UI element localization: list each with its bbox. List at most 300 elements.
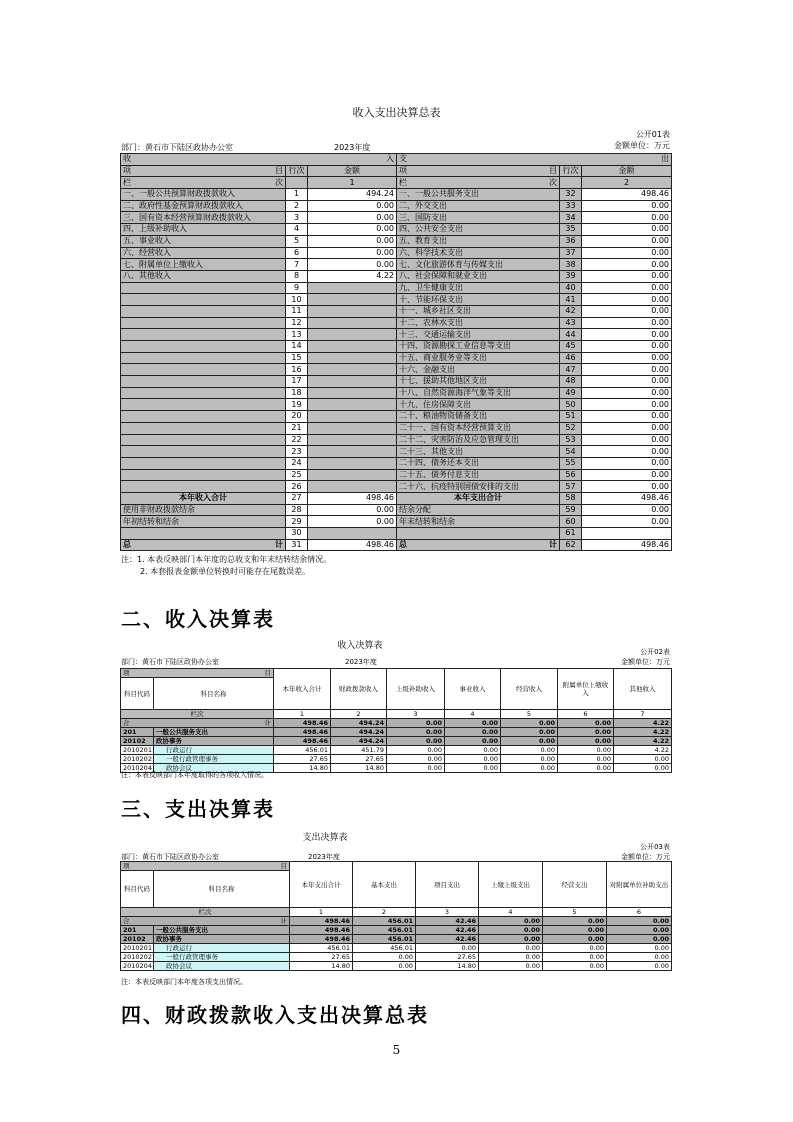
income-item [121, 305, 286, 317]
expense-item: 二十六、抗疫特别国债安排的支出 [397, 481, 560, 493]
income-name: 行政运行 [154, 746, 274, 755]
income-seq: 22 [286, 434, 308, 446]
expense-seq: 48 [560, 376, 582, 388]
income-value: 0.00 [501, 764, 558, 773]
expense-note: 注：本表反映部门本年度各项支出情况。 [121, 978, 247, 986]
item-header-left: 项 目 [121, 165, 286, 177]
income-value: 0.00 [614, 755, 672, 764]
expense-value: 0.00 [607, 926, 672, 935]
income-name: 一般行政管理事务 [154, 755, 274, 764]
expense-seq: 36 [560, 235, 582, 247]
expense-name: 政协事务 [154, 935, 290, 944]
income-amount [308, 457, 397, 469]
expense-total-value: 0.00 [479, 917, 543, 926]
expense-amount: 0.00 [582, 235, 672, 247]
expense-col-superior: 上缴上级支出 [479, 862, 543, 908]
income-col-num: 4 [445, 710, 501, 719]
page-number: 5 [392, 1043, 401, 1057]
expense-item: 十五、商业服务业等支出 [397, 352, 560, 364]
income-value: 0.00 [558, 728, 614, 737]
expense-item: 六、科学技术支出 [397, 247, 560, 259]
expense-col-num: 1 [290, 908, 353, 917]
income-item: 六、经营收入 [121, 247, 286, 259]
expense-value: 0.00 [416, 944, 479, 953]
expense-item: 结余分配 [397, 504, 560, 516]
expense-amount: 0.00 [582, 200, 672, 212]
expense-code: 2010201 [121, 944, 154, 953]
income-total-value: 0.00 [445, 719, 501, 728]
expense-value: 27.65 [290, 953, 353, 962]
income-amount [308, 469, 397, 481]
income-total-value: 0.00 [501, 719, 558, 728]
income-value: 494.24 [331, 728, 387, 737]
income-code: 2010201 [121, 746, 154, 755]
expense-seq: 37 [560, 247, 582, 259]
income-value: 0.00 [445, 746, 501, 755]
income-item [121, 317, 286, 329]
expense-seq: 57 [560, 481, 582, 493]
expense-row [121, 944, 672, 953]
expense-name: 一般公共服务支出 [154, 926, 290, 935]
income-value: 0.00 [558, 764, 614, 773]
summary-row [121, 224, 672, 236]
income-value: 0.00 [501, 755, 558, 764]
income-col-operating: 经营收入 [501, 669, 558, 710]
income-seq: 8 [286, 270, 308, 282]
income-value: 0.00 [558, 755, 614, 764]
income-value: 498.46 [274, 737, 331, 746]
income-item-header: 项 目 [121, 669, 274, 678]
income-item [121, 364, 286, 376]
expense-item: 四、公共安全支出 [397, 224, 560, 236]
income-seq: 5 [286, 235, 308, 247]
income-value: 0.00 [558, 737, 614, 746]
income-seq: 26 [286, 481, 308, 493]
income-value: 4.22 [614, 728, 672, 737]
expense-value: 0.00 [607, 935, 672, 944]
summary-row [121, 235, 672, 247]
expense-value: 0.00 [607, 962, 672, 971]
expense-col-row-label: 栏次 [121, 908, 290, 917]
expense-amount: 0.00 [582, 259, 672, 271]
expense-code-header: 科目代码 [121, 871, 154, 908]
summary-table [120, 153, 672, 551]
income-item [121, 341, 286, 353]
income-item: 二、政府性基金预算财政拨款收入 [121, 200, 286, 212]
income-seq: 9 [286, 282, 308, 294]
summary-table-title: 收入支出决算总表 [352, 106, 441, 119]
expense-table [120, 861, 672, 971]
expense-amount: 498.46 [582, 492, 672, 504]
expense-amount: 0.00 [582, 457, 672, 469]
expense-value: 0.00 [479, 962, 543, 971]
expense-item: 二十、粮油物资储备支出 [397, 411, 560, 423]
income-seq: 21 [286, 422, 308, 434]
income-amount [308, 411, 397, 423]
summary-unit: 金额单位：万元 [614, 141, 670, 150]
expense-item: 十四、资源勘探工业信息等支出 [397, 341, 560, 353]
expense-seq: 47 [560, 364, 582, 376]
income-seq: 15 [286, 352, 308, 364]
section2-heading: 二、收入决算表 [121, 607, 275, 631]
income-item [121, 376, 286, 388]
expense-value: 498.46 [290, 926, 353, 935]
summary-row [121, 305, 672, 317]
income-value: 0.00 [387, 746, 445, 755]
expense-item [397, 528, 560, 540]
expense-amount: 0.00 [582, 364, 672, 376]
income-value: 0.00 [445, 728, 501, 737]
income-item [121, 446, 286, 458]
income-value: 0.00 [387, 728, 445, 737]
income-amount [308, 481, 397, 493]
expense-value: 0.00 [543, 926, 607, 935]
income-value: 0.00 [501, 728, 558, 737]
income-total-label: 合 计 [121, 719, 274, 728]
item-header-right: 项 目 [397, 165, 560, 177]
expense-col-operating: 经营支出 [543, 862, 607, 908]
expense-amount: 0.00 [582, 422, 672, 434]
income-value: 0.00 [558, 746, 614, 755]
summary-row [121, 329, 672, 341]
income-code-header: 科目代码 [121, 678, 154, 710]
income-item: 年初结转和结余 [121, 516, 286, 528]
expense-value: 42.46 [416, 926, 479, 935]
expense-seq: 45 [560, 341, 582, 353]
income-name-header: 科目名称 [154, 678, 274, 710]
expense-amount: 0.00 [582, 247, 672, 259]
income-form-no: 公开02表 [640, 648, 670, 656]
expense-item: 十二、农林水支出 [397, 317, 560, 329]
income-item: 四、上级补助收入 [121, 224, 286, 236]
expense-seq: 35 [560, 224, 582, 236]
income-col-affiliated: 附属单位上缴收入 [558, 669, 614, 710]
seq-header-right: 行次 [560, 165, 582, 177]
income-amount: 4.22 [308, 270, 397, 282]
income-col-num: 7 [614, 710, 672, 719]
expense-item: 二十五、债务付息支出 [397, 469, 560, 481]
expense-item: 九、卫生健康支出 [397, 282, 560, 294]
expense-seq: 58 [560, 492, 582, 504]
expense-amount: 0.00 [582, 294, 672, 306]
income-code: 20102 [121, 737, 154, 746]
income-value: 27.65 [274, 755, 331, 764]
income-amount [308, 364, 397, 376]
expense-seq: 34 [560, 212, 582, 224]
income-table [120, 668, 672, 773]
expense-seq: 44 [560, 329, 582, 341]
expense-col-num: 5 [543, 908, 607, 917]
expense-amount: 0.00 [582, 434, 672, 446]
income-total-value: 498.46 [274, 719, 331, 728]
expense-item: 本年支出合计 [397, 492, 560, 504]
income-amount [308, 341, 397, 353]
summary-row [121, 189, 672, 201]
expense-amount: 0.00 [582, 387, 672, 399]
expense-value: 0.00 [543, 953, 607, 962]
expense-item: 二十一、国有资本经营预算支出 [397, 422, 560, 434]
expense-value: 0.00 [543, 935, 607, 944]
income-seq: 1 [286, 189, 308, 201]
expense-value: 456.01 [353, 944, 416, 953]
expense-item-header: 项 目 [121, 862, 290, 871]
income-dept: 部门：黄石市下陆区政协办公室 [121, 658, 219, 666]
income-col-business: 事业收入 [445, 669, 501, 710]
expense-amount: 0.00 [582, 481, 672, 493]
expense-seq: 54 [560, 446, 582, 458]
income-value: 4.22 [614, 746, 672, 755]
income-item [121, 387, 286, 399]
expense-total-value: 42.46 [416, 917, 479, 926]
expense-item: 十六、金融支出 [397, 364, 560, 376]
income-table-title: 收入决算表 [337, 641, 383, 651]
expense-total-value: 0.00 [607, 917, 672, 926]
income-item: 使用非财政拨款结余 [121, 504, 286, 516]
expense-code: 2010202 [121, 953, 154, 962]
summary-row [121, 399, 672, 411]
expense-item: 十三、交通运输支出 [397, 329, 560, 341]
grand-total-left: 总 计 [121, 539, 286, 551]
expense-name: 行政运行 [154, 944, 290, 953]
grand-total-right-amount: 498.46 [582, 539, 672, 551]
income-item [121, 329, 286, 341]
income-code: 2010204 [121, 764, 154, 773]
income-row [121, 728, 672, 737]
expense-item: 八、社会保障和就业支出 [397, 270, 560, 282]
income-amount [308, 376, 397, 388]
income-item: 八、其他收入 [121, 270, 286, 282]
expense-item: 二十三、其他支出 [397, 446, 560, 458]
income-row [121, 737, 672, 746]
income-item [121, 528, 286, 540]
expense-amount: 0.00 [582, 376, 672, 388]
income-col-row-label: 栏次 [121, 710, 274, 719]
income-seq: 13 [286, 329, 308, 341]
income-seq: 4 [286, 224, 308, 236]
income-seq: 28 [286, 504, 308, 516]
income-code: 2010202 [121, 755, 154, 764]
expense-amount: 0.00 [582, 352, 672, 364]
income-amount [308, 528, 397, 540]
expense-item: 十七、援助其他地区支出 [397, 376, 560, 388]
expense-seq: 60 [560, 516, 582, 528]
expense-amount: 498.46 [582, 189, 672, 201]
expense-value: 0.00 [353, 953, 416, 962]
expense-col-num: 2 [353, 908, 416, 917]
section4-heading: 四、财政拨款收入支出决算总表 [121, 1003, 429, 1027]
income-note: 注：本表反映部门本年度取得的各项收入情况。 [121, 771, 268, 779]
expense-item: 十九、住房保障支出 [397, 399, 560, 411]
income-amount: 0.00 [308, 235, 397, 247]
income-seq: 29 [286, 516, 308, 528]
expense-value: 0.00 [479, 944, 543, 953]
income-seq: 2 [286, 200, 308, 212]
expense-seq: 39 [560, 270, 582, 282]
summary-row [121, 259, 672, 271]
income-seq: 30 [286, 528, 308, 540]
expense-amount: 0.00 [582, 516, 672, 528]
income-item [121, 481, 286, 493]
expense-value: 498.46 [290, 935, 353, 944]
income-amount: 0.00 [308, 516, 397, 528]
expense-seq: 55 [560, 457, 582, 469]
income-year: 2023年度 [345, 658, 377, 666]
expense-item: 五、教育支出 [397, 235, 560, 247]
summary-row [121, 376, 672, 388]
income-seq: 12 [286, 317, 308, 329]
income-value: 0.00 [387, 755, 445, 764]
income-col-superior: 上级补助收入 [387, 669, 445, 710]
col-header-right: 栏 次 [397, 177, 560, 189]
income-item: 本年收入合计 [121, 492, 286, 504]
expense-amount: 0.00 [582, 341, 672, 353]
income-seq: 7 [286, 259, 308, 271]
income-total-value: 0.00 [387, 719, 445, 728]
income-amount: 0.00 [308, 212, 397, 224]
expense-amount: 0.00 [582, 411, 672, 423]
expense-col-basic: 基本支出 [353, 862, 416, 908]
income-value: 451.79 [331, 746, 387, 755]
summary-row [121, 516, 672, 528]
expense-item: 二、外交支出 [397, 200, 560, 212]
expense-amount: 0.00 [582, 317, 672, 329]
income-total-value: 0.00 [558, 719, 614, 728]
expense-amount: 0.00 [582, 399, 672, 411]
expense-seq: 59 [560, 504, 582, 516]
expense-item: 一、一般公共服务支出 [397, 189, 560, 201]
expense-total-value: 0.00 [543, 917, 607, 926]
summary-year: 2023年度 [334, 143, 371, 152]
summary-note-2: 2. 本套报表金额单位转换时可能存在尾数误差。 [140, 567, 311, 576]
expense-col-num: 6 [607, 908, 672, 917]
col-num-right: 2 [582, 177, 672, 189]
income-col-num: 3 [387, 710, 445, 719]
income-amount [308, 446, 397, 458]
summary-row [121, 200, 672, 212]
expense-header: 支 出 [397, 154, 672, 166]
income-seq: 6 [286, 247, 308, 259]
income-name: 政协事务 [154, 737, 274, 746]
col-header-left: 栏 次 [121, 177, 286, 189]
expense-value: 0.00 [607, 953, 672, 962]
income-amount [308, 294, 397, 306]
income-item [121, 411, 286, 423]
expense-item: 二十四、债务还本支出 [397, 457, 560, 469]
expense-item: 三、国防支出 [397, 212, 560, 224]
income-row [121, 755, 672, 764]
income-amount: 0.00 [308, 224, 397, 236]
summary-row [121, 528, 672, 540]
expense-seq: 32 [560, 189, 582, 201]
income-total-value: 4.22 [614, 719, 672, 728]
income-code: 201 [121, 728, 154, 737]
expense-row [121, 935, 672, 944]
summary-row [121, 247, 672, 259]
expense-amount: 0.00 [582, 469, 672, 481]
summary-row [121, 317, 672, 329]
expense-value: 0.00 [543, 962, 607, 971]
expense-col-num: 4 [479, 908, 543, 917]
income-amount [308, 422, 397, 434]
income-total-value: 494.24 [331, 719, 387, 728]
income-value: 4.22 [614, 737, 672, 746]
expense-code: 2010204 [121, 962, 154, 971]
amount-header-right: 金额 [582, 165, 672, 177]
income-amount [308, 329, 397, 341]
expense-value: 0.00 [479, 926, 543, 935]
income-value: 0.00 [501, 746, 558, 755]
summary-row [121, 492, 672, 504]
summary-row [121, 212, 672, 224]
summary-row [121, 457, 672, 469]
seq-header-left: 行次 [286, 165, 308, 177]
expense-code: 201 [121, 926, 154, 935]
income-amount: 0.00 [308, 200, 397, 212]
expense-seq: 61 [560, 528, 582, 540]
expense-unit: 金额单位：万元 [621, 853, 670, 861]
income-value: 0.00 [387, 764, 445, 773]
expense-seq: 49 [560, 387, 582, 399]
summary-dept: 部门：黄石市下陆区政协办公室 [121, 143, 233, 152]
income-amount: 0.00 [308, 504, 397, 516]
expense-value: 456.01 [353, 935, 416, 944]
expense-seq: 50 [560, 399, 582, 411]
income-seq: 25 [286, 469, 308, 481]
expense-item: 二十二、灾害防治及应急管理支出 [397, 434, 560, 446]
income-seq: 14 [286, 341, 308, 353]
income-seq: 24 [286, 457, 308, 469]
expense-row [121, 962, 672, 971]
grand-total-right-seq: 62 [560, 539, 582, 551]
expense-amount: 0.00 [582, 270, 672, 282]
blank-cell [286, 177, 308, 189]
income-value: 0.00 [445, 737, 501, 746]
summary-row [121, 446, 672, 458]
expense-col-num: 3 [416, 908, 479, 917]
income-seq: 27 [286, 492, 308, 504]
expense-amount: 0.00 [582, 224, 672, 236]
amount-header-left: 金额 [308, 165, 397, 177]
expense-value: 0.00 [543, 944, 607, 953]
income-col-fiscal: 财政拨款收入 [331, 669, 387, 710]
income-amount: 0.00 [308, 247, 397, 259]
income-item: 五、事业收入 [121, 235, 286, 247]
income-value: 498.46 [274, 728, 331, 737]
summary-row [121, 387, 672, 399]
expense-year: 2023年度 [308, 853, 340, 861]
income-item: 七、附属单位上缴收入 [121, 259, 286, 271]
income-amount [308, 387, 397, 399]
expense-col-affiliated: 对附属单位补助支出 [607, 862, 672, 908]
income-item [121, 282, 286, 294]
expense-amount: 0.00 [582, 504, 672, 516]
income-col-other: 其他收入 [614, 669, 672, 710]
expense-value: 0.00 [353, 962, 416, 971]
expense-seq: 51 [560, 411, 582, 423]
income-col-num: 5 [501, 710, 558, 719]
summary-row [121, 469, 672, 481]
expense-total-label: 合 计 [121, 917, 290, 926]
summary-row [121, 434, 672, 446]
summary-row [121, 341, 672, 353]
expense-seq: 56 [560, 469, 582, 481]
expense-value: 456.01 [353, 926, 416, 935]
expense-value: 14.80 [290, 962, 353, 971]
income-item [121, 434, 286, 446]
income-item [121, 422, 286, 434]
expense-item: 七、文化旅游体育与传媒支出 [397, 259, 560, 271]
summary-row [121, 270, 672, 282]
